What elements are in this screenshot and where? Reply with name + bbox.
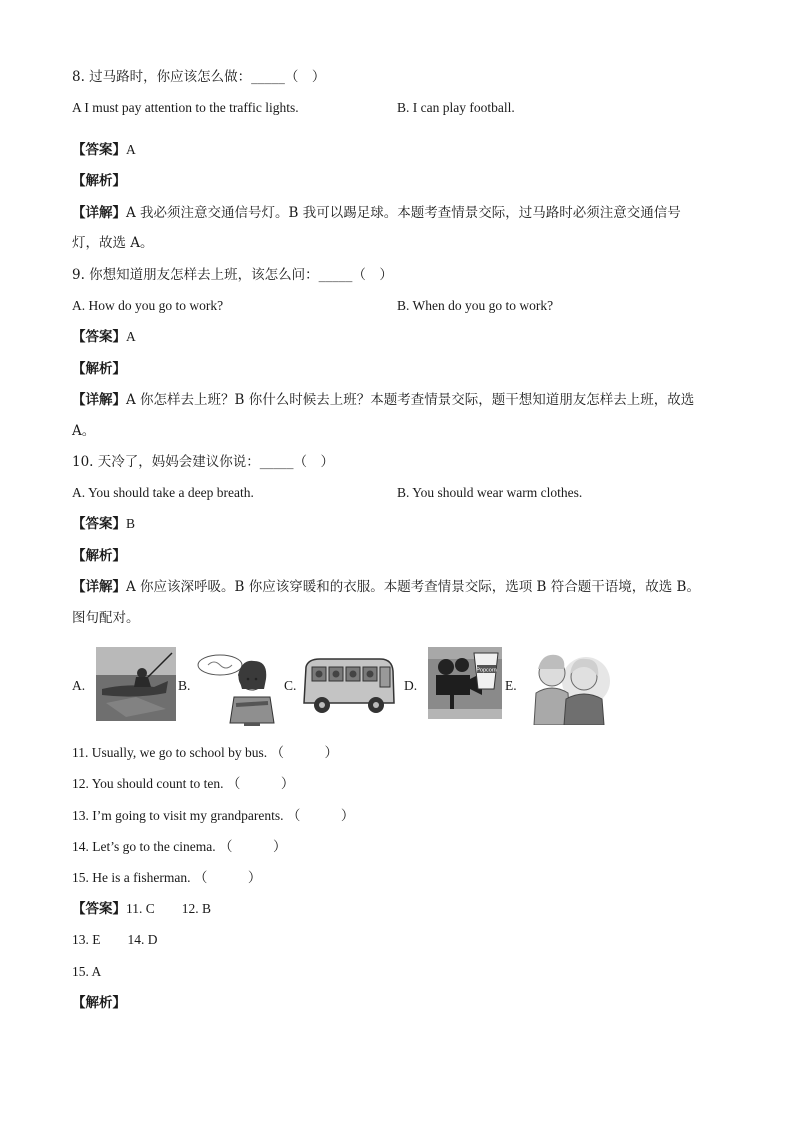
answer-value: A [126, 329, 136, 344]
picture-row [72, 645, 632, 727]
detail-tag: 【详解】 [72, 392, 126, 408]
answer-tag: 【答案】 [72, 516, 126, 532]
answer-value: 11. C 12. B [126, 901, 212, 916]
picture-label-e: E. [505, 678, 517, 693]
matching-item-11: 11. Usually, we go to school by bus. （ ） [72, 745, 338, 760]
matching-item-14: 14. Let’s go to the cinema. （ ） [72, 839, 287, 854]
analysis-tag: 【解析】 [72, 995, 126, 1011]
q10-option-b: B. You should wear warm clothes. [397, 485, 583, 500]
q8-stem: 8. 过马路时，你应该怎么做：_____（ ） [72, 69, 326, 85]
matching-item-13: 13. I’m going to visit my grandparents. （ ） [72, 808, 355, 823]
matching-answer-line-3: 15. A [72, 964, 102, 979]
picture-label-b: B. [178, 678, 191, 693]
answer-value: A [126, 142, 136, 157]
fisherman-picture [96, 647, 176, 721]
q8-analysis-tag [72, 172, 126, 190]
q10-stem: 10. 天冷了，妈妈会建议你说：_____（ ） [72, 454, 335, 470]
counting-girl-picture [192, 647, 282, 727]
analysis-tag: 【解析】 [72, 173, 126, 189]
q8-detail-line-1 [72, 204, 681, 222]
q9-answer [72, 328, 136, 346]
detail-tag: 【详解】 [72, 205, 126, 221]
matching-answer-line-1 [72, 900, 211, 918]
q8-detail-line-2: 灯，故选 A。 [72, 235, 154, 251]
answer-value: B [126, 516, 136, 531]
matching-analysis-tag [72, 994, 126, 1012]
analysis-tag: 【解析】 [72, 361, 126, 377]
matching-item-15: 15. He is a fisherman. （ ） [72, 870, 262, 885]
q10-answer [72, 515, 135, 533]
matching-item-12: 12. You should count to ten. （ ） [72, 776, 295, 791]
detail-text: A 我必须注意交通信号灯。B 我可以踢足球。本题考查情景交际，过马路时必须注意交通信号 [126, 205, 681, 221]
picture-label-d: D. [404, 678, 418, 693]
q9-option-a: A. How do you go to work? [72, 298, 224, 313]
q8-answer [72, 141, 136, 159]
matching-answer-line-2: 13. E 14. D [72, 932, 158, 947]
grandparents-picture [528, 647, 610, 725]
detail-text: A 你应该深呼吸。B 你应该穿暖和的衣服。本题考查情景交际，选项 B 符合题干语境，故选 B。 [126, 579, 700, 595]
school-bus-picture [298, 653, 398, 719]
analysis-tag: 【解析】 [72, 548, 126, 564]
cinema-picture [428, 647, 502, 719]
q10-option-a: A. You should take a deep breath. [72, 485, 254, 500]
q8-option-b: B. I can play football. [397, 100, 515, 115]
detail-tag: 【详解】 [72, 579, 126, 595]
q9-analysis-tag [72, 360, 126, 378]
picture-label-a: A. [72, 678, 86, 693]
q8-option-a: A I must pay attention to the traffic lights. [72, 100, 299, 115]
q9-detail-line-1 [72, 391, 694, 409]
section-heading: 图句配对。 [72, 610, 140, 626]
detail-text: A 你怎样去上班？B 你什么时候去上班？本题考查情景交际，题干想知道朋友怎样去上班，故选 [126, 392, 695, 408]
q9-stem: 9. 你想知道朋友怎样去上班，该怎么问：_____（ ） [72, 267, 393, 283]
q9-detail-line-2: A。 [72, 423, 96, 439]
answer-tag: 【答案】 [72, 142, 126, 158]
q10-detail-line-1 [72, 578, 700, 596]
q9-option-b: B. When do you go to work? [397, 298, 554, 313]
picture-label-c: C. [284, 678, 297, 693]
answer-tag: 【答案】 [72, 901, 126, 917]
q10-analysis-tag [72, 547, 126, 565]
popcorn-text: Popcorn [476, 667, 497, 674]
answer-tag: 【答案】 [72, 329, 126, 345]
